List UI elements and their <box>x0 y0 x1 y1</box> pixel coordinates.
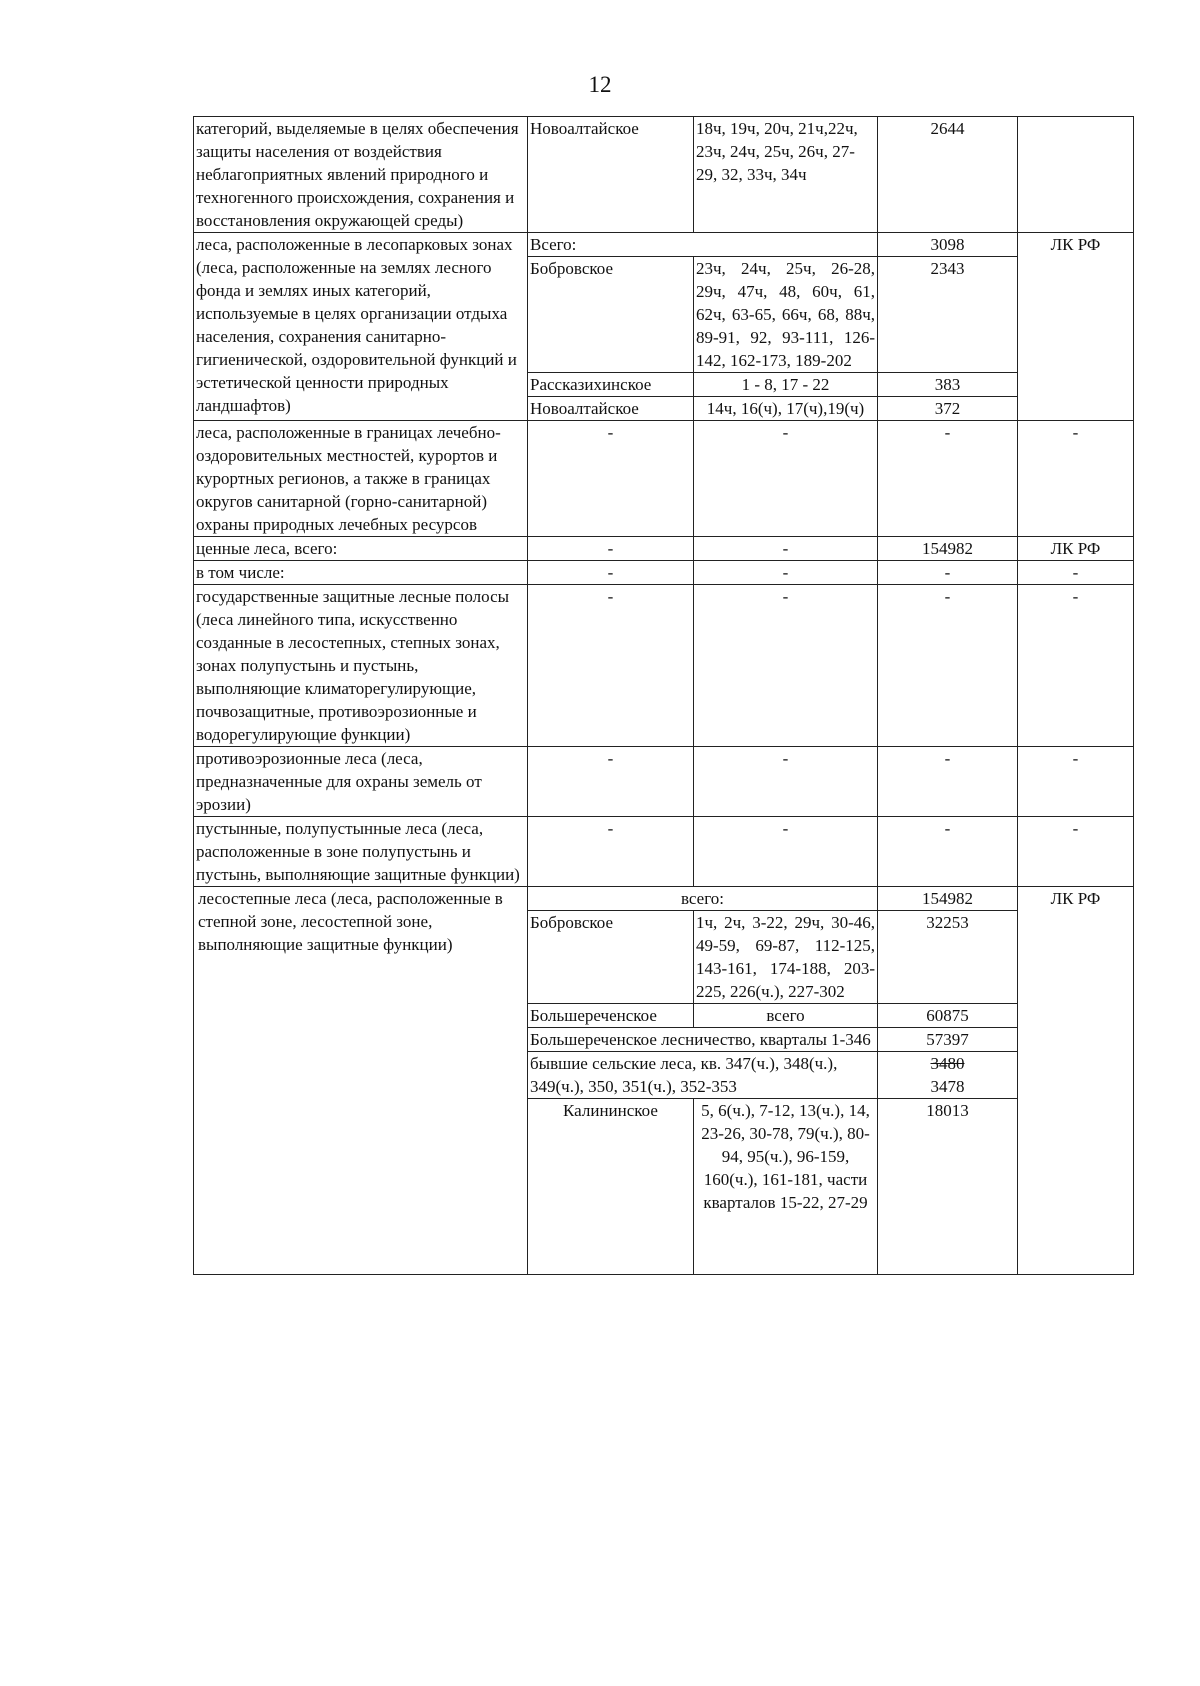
area-value: - <box>878 817 1018 887</box>
legal-basis: - <box>1018 561 1134 585</box>
area-struck-value: 3480 <box>930 1054 965 1073</box>
table-row <box>194 421 1134 537</box>
quarter-numbers: 14ч, 16(ч), 17(ч),19(ч) <box>694 397 878 421</box>
forestry-name: Калининское <box>528 1099 694 1275</box>
table-row <box>194 537 1134 561</box>
legal-basis <box>1018 117 1134 233</box>
row-description: противоэрозионные леса (леса, предназначенные для охраны земель от эрозии) <box>194 747 528 817</box>
legal-basis: - <box>1018 421 1134 537</box>
area-value: - <box>878 561 1018 585</box>
row-description: ценные леса, всего: <box>194 537 528 561</box>
area-value: 32253 <box>878 911 1018 1004</box>
quarter-numbers: всего <box>694 1004 878 1028</box>
quarter-numbers: 1 - 8, 17 - 22 <box>694 373 878 397</box>
table-row <box>194 585 1134 747</box>
area-value: - <box>878 421 1018 537</box>
table-row <box>194 233 1134 257</box>
forestry-name: Бобровское <box>528 911 694 1004</box>
page-number: 12 <box>588 72 612 97</box>
total-label: всего: <box>528 887 878 911</box>
forestry-name: - <box>528 537 694 561</box>
quarter-numbers: 23ч, 24ч, 25ч, 26-28, 29ч, 47ч, 48, 60ч, 61, 62ч, 63-65, 66ч, 68, 88ч, 89-91, 92, 93-111, 126-142, 162-173, 189-202 <box>694 257 878 373</box>
table-row <box>194 817 1134 887</box>
row-description: пустынные, полупустынные леса (леса, расположенные в зоне полупустынь и пустынь, выполняющие защитные функции) <box>194 817 528 887</box>
area-value: 57397 <box>878 1028 1018 1052</box>
table-row <box>194 747 1134 817</box>
forestry-name: - <box>528 817 694 887</box>
legal-basis: ЛК РФ <box>1018 537 1134 561</box>
area-value: 154982 <box>878 887 1018 911</box>
area-value: 383 <box>878 373 1018 397</box>
legal-basis: - <box>1018 585 1134 747</box>
forestry-name: - <box>528 585 694 747</box>
row-description: в том числе: <box>194 561 528 585</box>
legal-basis: - <box>1018 747 1134 817</box>
quarter-numbers: 5, 6(ч.), 7-12, 13(ч.), 14, 23-26, 30-78, 79(ч.), 80-94, 95(ч.), 96-159, 160(ч.), 161-181, части кварталов 15-22, 27-29 <box>694 1099 878 1275</box>
forestry-name: Новоалтайское <box>528 117 694 233</box>
forestry-name: Новоалтайское <box>528 397 694 421</box>
quarter-numbers: - <box>694 817 878 887</box>
quarter-numbers: - <box>694 537 878 561</box>
quarter-numbers: 1ч, 2ч, 3-22, 29ч, 30-46, 49-59, 69-87, 112-125, 143-161, 174-188, 203-225, 226(ч.), 227-302 <box>694 911 878 1004</box>
area-value: 60875 <box>878 1004 1018 1028</box>
area-value: 2343 <box>878 257 1018 373</box>
quarter-numbers: - <box>694 561 878 585</box>
row-description: леса, расположенные в лесопарковых зонах (леса, расположенные на землях лесного фонда и землях иных категорий, используемые в целях организации отдыха населения, сохранения санитарно-гигиенической, оздоровительной функций и эстетической ценности природных ландшафтов) <box>194 233 528 421</box>
area-value: - <box>878 585 1018 747</box>
legal-basis: ЛК РФ <box>1018 233 1134 421</box>
forestry-name: - <box>528 747 694 817</box>
forestry-name: Большереченское <box>528 1004 694 1028</box>
area-value: 2644 <box>878 117 1018 233</box>
area-value: 372 <box>878 397 1018 421</box>
row-description: государственные защитные лесные полосы (леса линейного типа, искусственно созданные в лесостепных, степных зонах, зонах полупустынь и пустынь, выполняющие климаторегулирующие, почвозащитные, противоэрозионные и водорегулирующие функции) <box>194 585 528 747</box>
total-label: Всего: <box>528 233 878 257</box>
area-value: - <box>878 747 1018 817</box>
row-description: леса, расположенные в границах лечебно-оздоровительных местностей, курортов и курортных регионов, а также в границах округов санитарной (горно-санитарной) охраны природных лечебных ресурсов <box>194 421 528 537</box>
quarter-numbers: - <box>694 747 878 817</box>
quarter-numbers: 18ч, 19ч, 20ч, 21ч,22ч, 23ч, 24ч, 25ч, 26ч, 27-29, 32, 33ч, 34ч <box>694 117 878 233</box>
forestry-name: - <box>528 561 694 585</box>
row-description: категорий, выделяемые в целях обеспечения защиты населения от воздействия неблагоприятных явлений природного и техногенного происхождения, сохранения и восстановления окружающей среды) <box>194 117 528 233</box>
table-row <box>194 887 1134 911</box>
legal-basis: ЛК РФ <box>1018 887 1134 1275</box>
area-corrected-value: 3478 <box>930 1077 965 1096</box>
forestry-name: - <box>528 421 694 537</box>
quarter-numbers: - <box>694 421 878 537</box>
forestry-name: Бобровское <box>528 257 694 373</box>
protective-forests-table <box>193 116 1134 1275</box>
sub-forestry-text: Большереченское лесничество, кварталы 1-346 <box>528 1028 878 1052</box>
area-value: 18013 <box>878 1099 1018 1275</box>
table-row <box>194 561 1134 585</box>
forestry-name: Рассказихинское <box>528 373 694 397</box>
legal-basis: - <box>1018 817 1134 887</box>
area-value: 3098 <box>878 233 1018 257</box>
sub-forestry-text: бывшие сельские леса, кв. 347(ч.), 348(ч.), 349(ч.), 350, 351(ч.), 352-353 <box>528 1052 878 1099</box>
quarter-numbers: - <box>694 585 878 747</box>
area-value <box>878 1052 1018 1099</box>
area-value: 154982 <box>878 537 1018 561</box>
row-description: лесостепные леса (леса, расположенные в степной зоне, лесостепной зоне, выполняющие защитные функции) <box>194 887 528 1275</box>
table-row <box>194 117 1134 233</box>
